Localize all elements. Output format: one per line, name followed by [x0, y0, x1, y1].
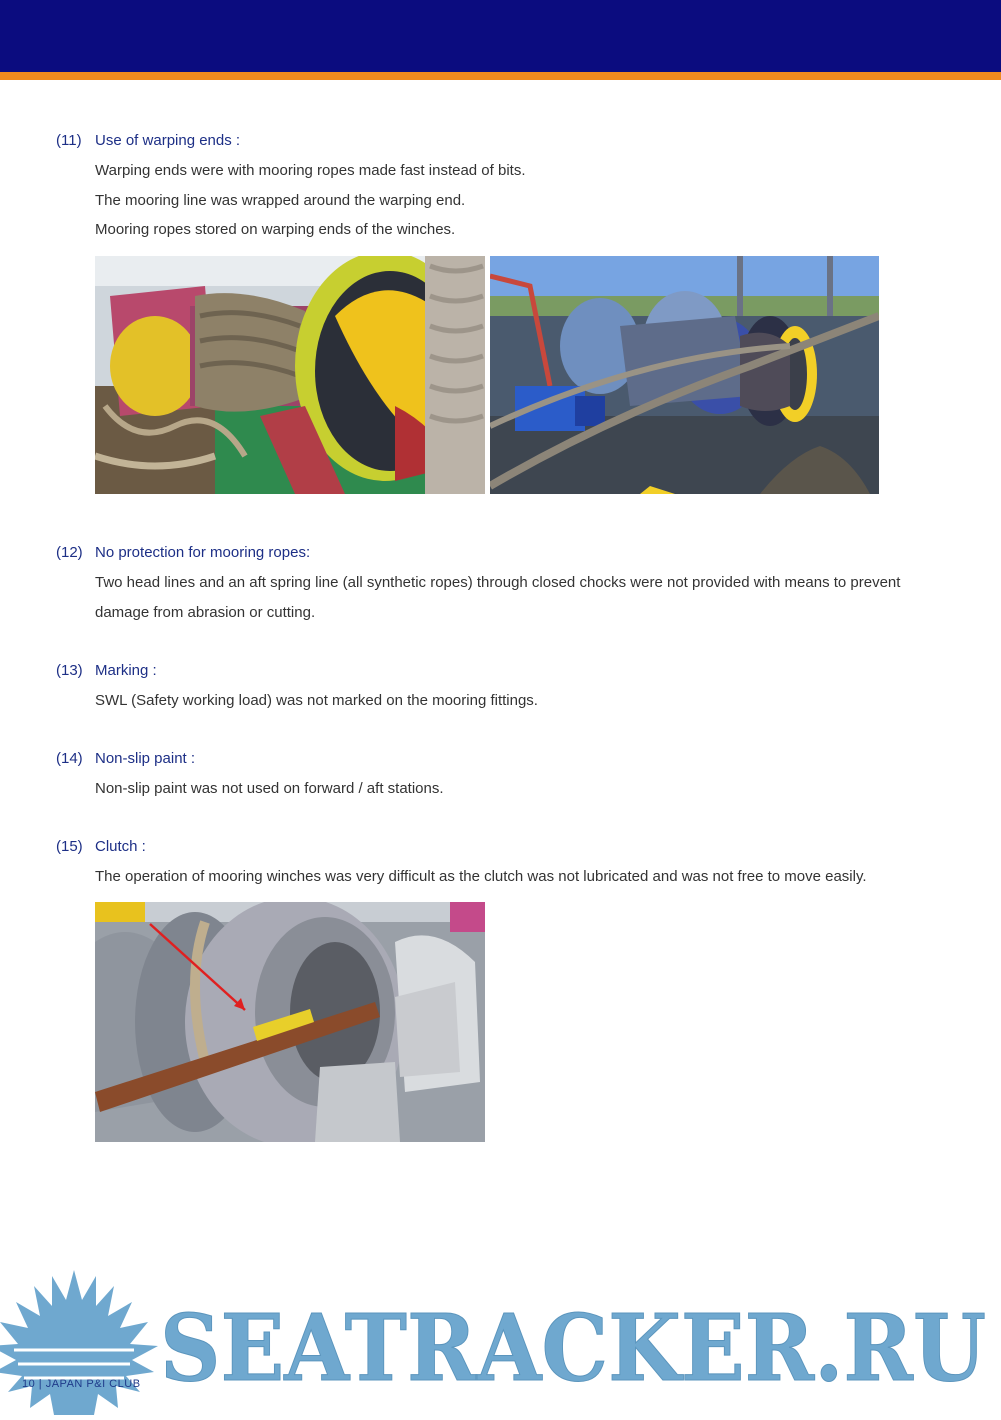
section-title: Clutch : — [95, 838, 146, 855]
paragraph-line: Mooring ropes stored on warping ends of the winches. — [95, 221, 456, 238]
paragraph-line: SWL (Safety working load) was not marked on the mooring fittings. — [95, 692, 538, 709]
section-number: (15) — [56, 838, 83, 855]
photo-winch-stored-rope — [490, 256, 879, 494]
section-15 — [56, 834, 956, 892]
section-number: (14) — [56, 750, 83, 767]
section-11 — [56, 128, 956, 245]
section-number: (13) — [56, 662, 83, 679]
section-heading — [56, 834, 956, 860]
photo-warping-end-rope — [95, 256, 485, 494]
section-title: No protection for mooring ropes: — [95, 544, 311, 561]
section-heading — [56, 128, 956, 154]
header-band — [0, 0, 1001, 72]
section-title: Marking : — [95, 662, 157, 679]
section-heading — [56, 746, 956, 772]
section-13 — [56, 658, 956, 716]
section-12 — [56, 540, 956, 627]
section-number: (11) — [56, 132, 82, 149]
section-title: Use of warping ends : — [95, 132, 241, 149]
paragraph-line: The mooring line was wrapped around the warping end. — [95, 191, 466, 209]
paragraph-line: Warping ends were with mooring ropes made fast instead of bits. — [95, 162, 526, 179]
section-number: (12) — [56, 544, 83, 561]
photo-winch-clutch — [95, 902, 485, 1142]
section-heading — [56, 540, 956, 566]
section-title: Non-slip paint : — [95, 750, 196, 767]
paragraph-line: Non-slip paint was not used on forward / aft stations. — [95, 780, 444, 797]
section-heading — [56, 658, 956, 684]
watermark-text: SEATRACKER.RU — [160, 1294, 986, 1402]
sun-icon — [0, 1270, 158, 1415]
paragraph-line: damage from abrasion or cutting. — [95, 603, 316, 621]
paragraph-line: Two head lines and an aft spring line (all synthetic ropes) through closed chocks were not provided with means to prevent — [95, 574, 901, 591]
section-14 — [56, 746, 956, 804]
header-stripe — [0, 72, 1001, 80]
page-label: 10 | JAPAN P&I CLUB — [22, 1378, 141, 1390]
paragraph-line: The operation of mooring winches was very difficult as the clutch was not lubricated and was not free to move easily. — [95, 868, 867, 885]
watermark-logo — [0, 1268, 1001, 1415]
